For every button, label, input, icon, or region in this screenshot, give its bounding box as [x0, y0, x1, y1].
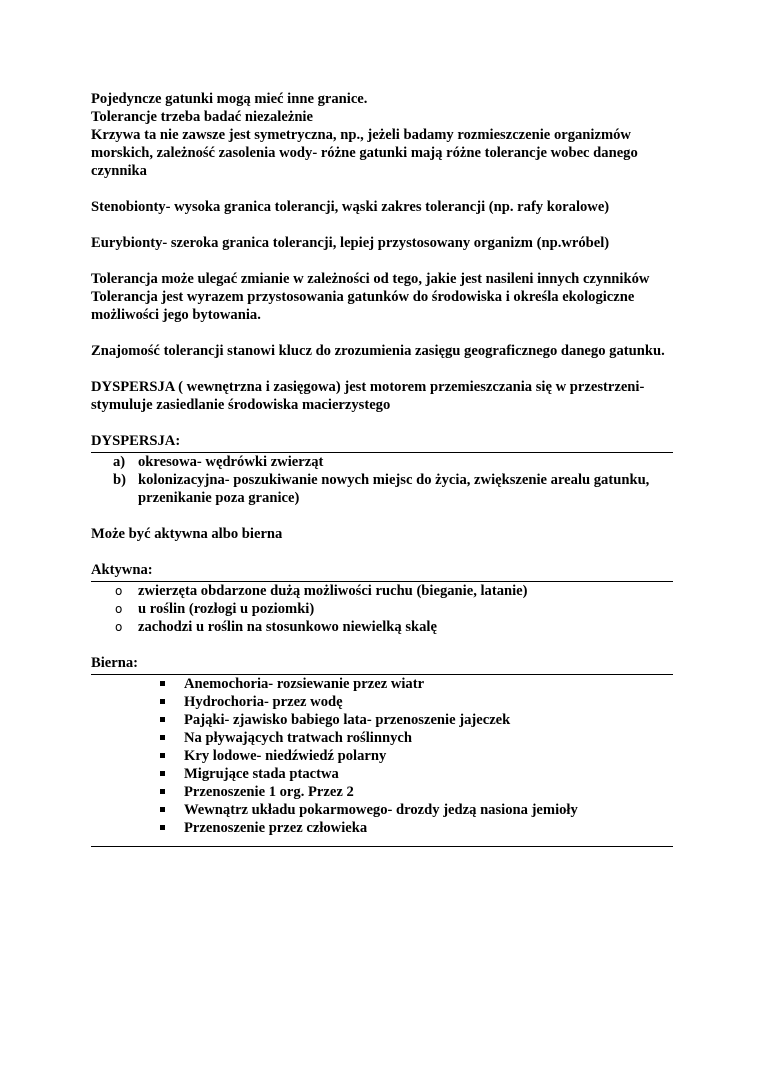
list-item-text: okresowa- wędrówki zwierząt — [138, 454, 324, 470]
list-item-text: Pająki- zjawisko babiego lata- przenoszenie jajeczek — [184, 712, 511, 728]
list-item — [91, 819, 673, 837]
circle-bullet-icon: o — [115, 602, 123, 616]
list-item — [91, 471, 673, 507]
dyspersja-intro: DYSPERSJA ( wewnętrzna i zasięgowa) jest motorem przemieszczania się w przestrzeni- stymuluje zasiedlanie środowiska macierzystego — [91, 379, 645, 413]
list-item-text: zachodzi u roślin na stosunkowo niewielką skalę — [138, 619, 437, 635]
list-item — [91, 747, 673, 765]
list-item-text: Przenoszenie 1 org. Przez 2 — [184, 784, 354, 800]
square-bullet-icon — [160, 681, 165, 686]
square-bullet-icon — [160, 771, 165, 776]
circle-bullet-icon: o — [115, 620, 123, 634]
list-item — [91, 711, 673, 729]
document-page — [91, 90, 673, 847]
square-bullet-icon — [160, 735, 165, 740]
list-item — [91, 582, 673, 600]
list-item — [91, 693, 673, 711]
list-item — [91, 765, 673, 783]
square-bullet-icon — [160, 699, 165, 704]
square-bullet-icon — [160, 753, 165, 758]
znajomosc-paragraph: Znajomość tolerancji stanowi klucz do zrozumienia zasięgu geograficznego danego gatunku. — [91, 343, 665, 359]
bierna-list — [91, 675, 673, 837]
square-bullet-icon — [160, 807, 165, 812]
list-item-text: u roślin (rozłogi u poziomki) — [138, 601, 315, 617]
bierna-heading: Bierna: — [91, 655, 139, 671]
eurybionty-paragraph: Eurybionty- szeroka granica tolerancji, lepiej przystosowany organizm (np.wróbel) — [91, 235, 610, 251]
list-item-text: Migrujące stada ptactwa — [184, 766, 339, 782]
intro-line-2: Tolerancje trzeba badać niezależnie — [91, 109, 313, 125]
aktywna-heading: Aktywna: — [91, 562, 153, 578]
list-item — [91, 618, 673, 636]
list-item — [91, 600, 673, 618]
dyspersja-heading: DYSPERSJA: — [91, 433, 181, 449]
bottom-rule — [91, 846, 673, 847]
aktywna-list — [91, 582, 673, 636]
list-item-text: zwierzęta obdarzone dużą możliwości ruchu (bieganie, latanie) — [138, 583, 528, 599]
mode-line: Może być aktywna albo bierna — [91, 526, 283, 542]
circle-bullet-icon: o — [115, 584, 123, 598]
list-item-text: Na pływających tratwach roślinnych — [184, 730, 412, 746]
tolerancja-paragraph-1: Tolerancja może ulegać zmianie w zależności od tego, jakie jest nasileni innych czynników — [91, 271, 650, 287]
list-item-text: Hydrochoria- przez wodę — [184, 694, 343, 710]
list-item-text: kolonizacyjna- poszukiwanie nowych miejsc do życia, zwiększenie arealu gatunku, przenikanie poza granice) — [138, 472, 650, 506]
list-item-text: Anemochoria- rozsiewanie przez wiatr — [184, 676, 425, 692]
list-item — [91, 801, 673, 819]
intro-paragraph: Krzywa ta nie zawsze jest symetryczna, np., jeżeli badamy rozmieszczenie organizmów morskich, zależność zasolenia wody- różne gatunki mają różne tolerancje wobec danego czynnika — [91, 127, 638, 179]
square-bullet-icon — [160, 717, 165, 722]
stenobionty-paragraph: Stenobionty- wysoka granica tolerancji, wąski zakres tolerancji (np. rafy koralowe) — [91, 199, 610, 215]
square-bullet-icon — [160, 789, 165, 794]
list-item-text: Kry lodowe- niedźwiedź polarny — [184, 748, 387, 764]
list-item — [91, 453, 673, 471]
list-item-text: Wewnątrz układu pokarmowego- drozdy jedzą nasiona jemioły — [184, 802, 578, 818]
square-bullet-icon — [160, 825, 165, 830]
list-item — [91, 729, 673, 747]
tolerancja-paragraph-2: Tolerancja jest wyrazem przystosowania gatunków do środowiska i określa ekologiczne możliwości jego bytowania. — [91, 289, 635, 323]
list-item-text: Przenoszenie przez człowieka — [184, 820, 368, 836]
dyspersja-list — [91, 453, 673, 507]
list-marker: b) — [113, 472, 126, 488]
list-marker: a) — [113, 454, 126, 470]
list-item — [91, 783, 673, 801]
intro-line-1: Pojedyncze gatunki mogą mieć inne granice. — [91, 91, 368, 107]
list-item — [91, 675, 673, 693]
